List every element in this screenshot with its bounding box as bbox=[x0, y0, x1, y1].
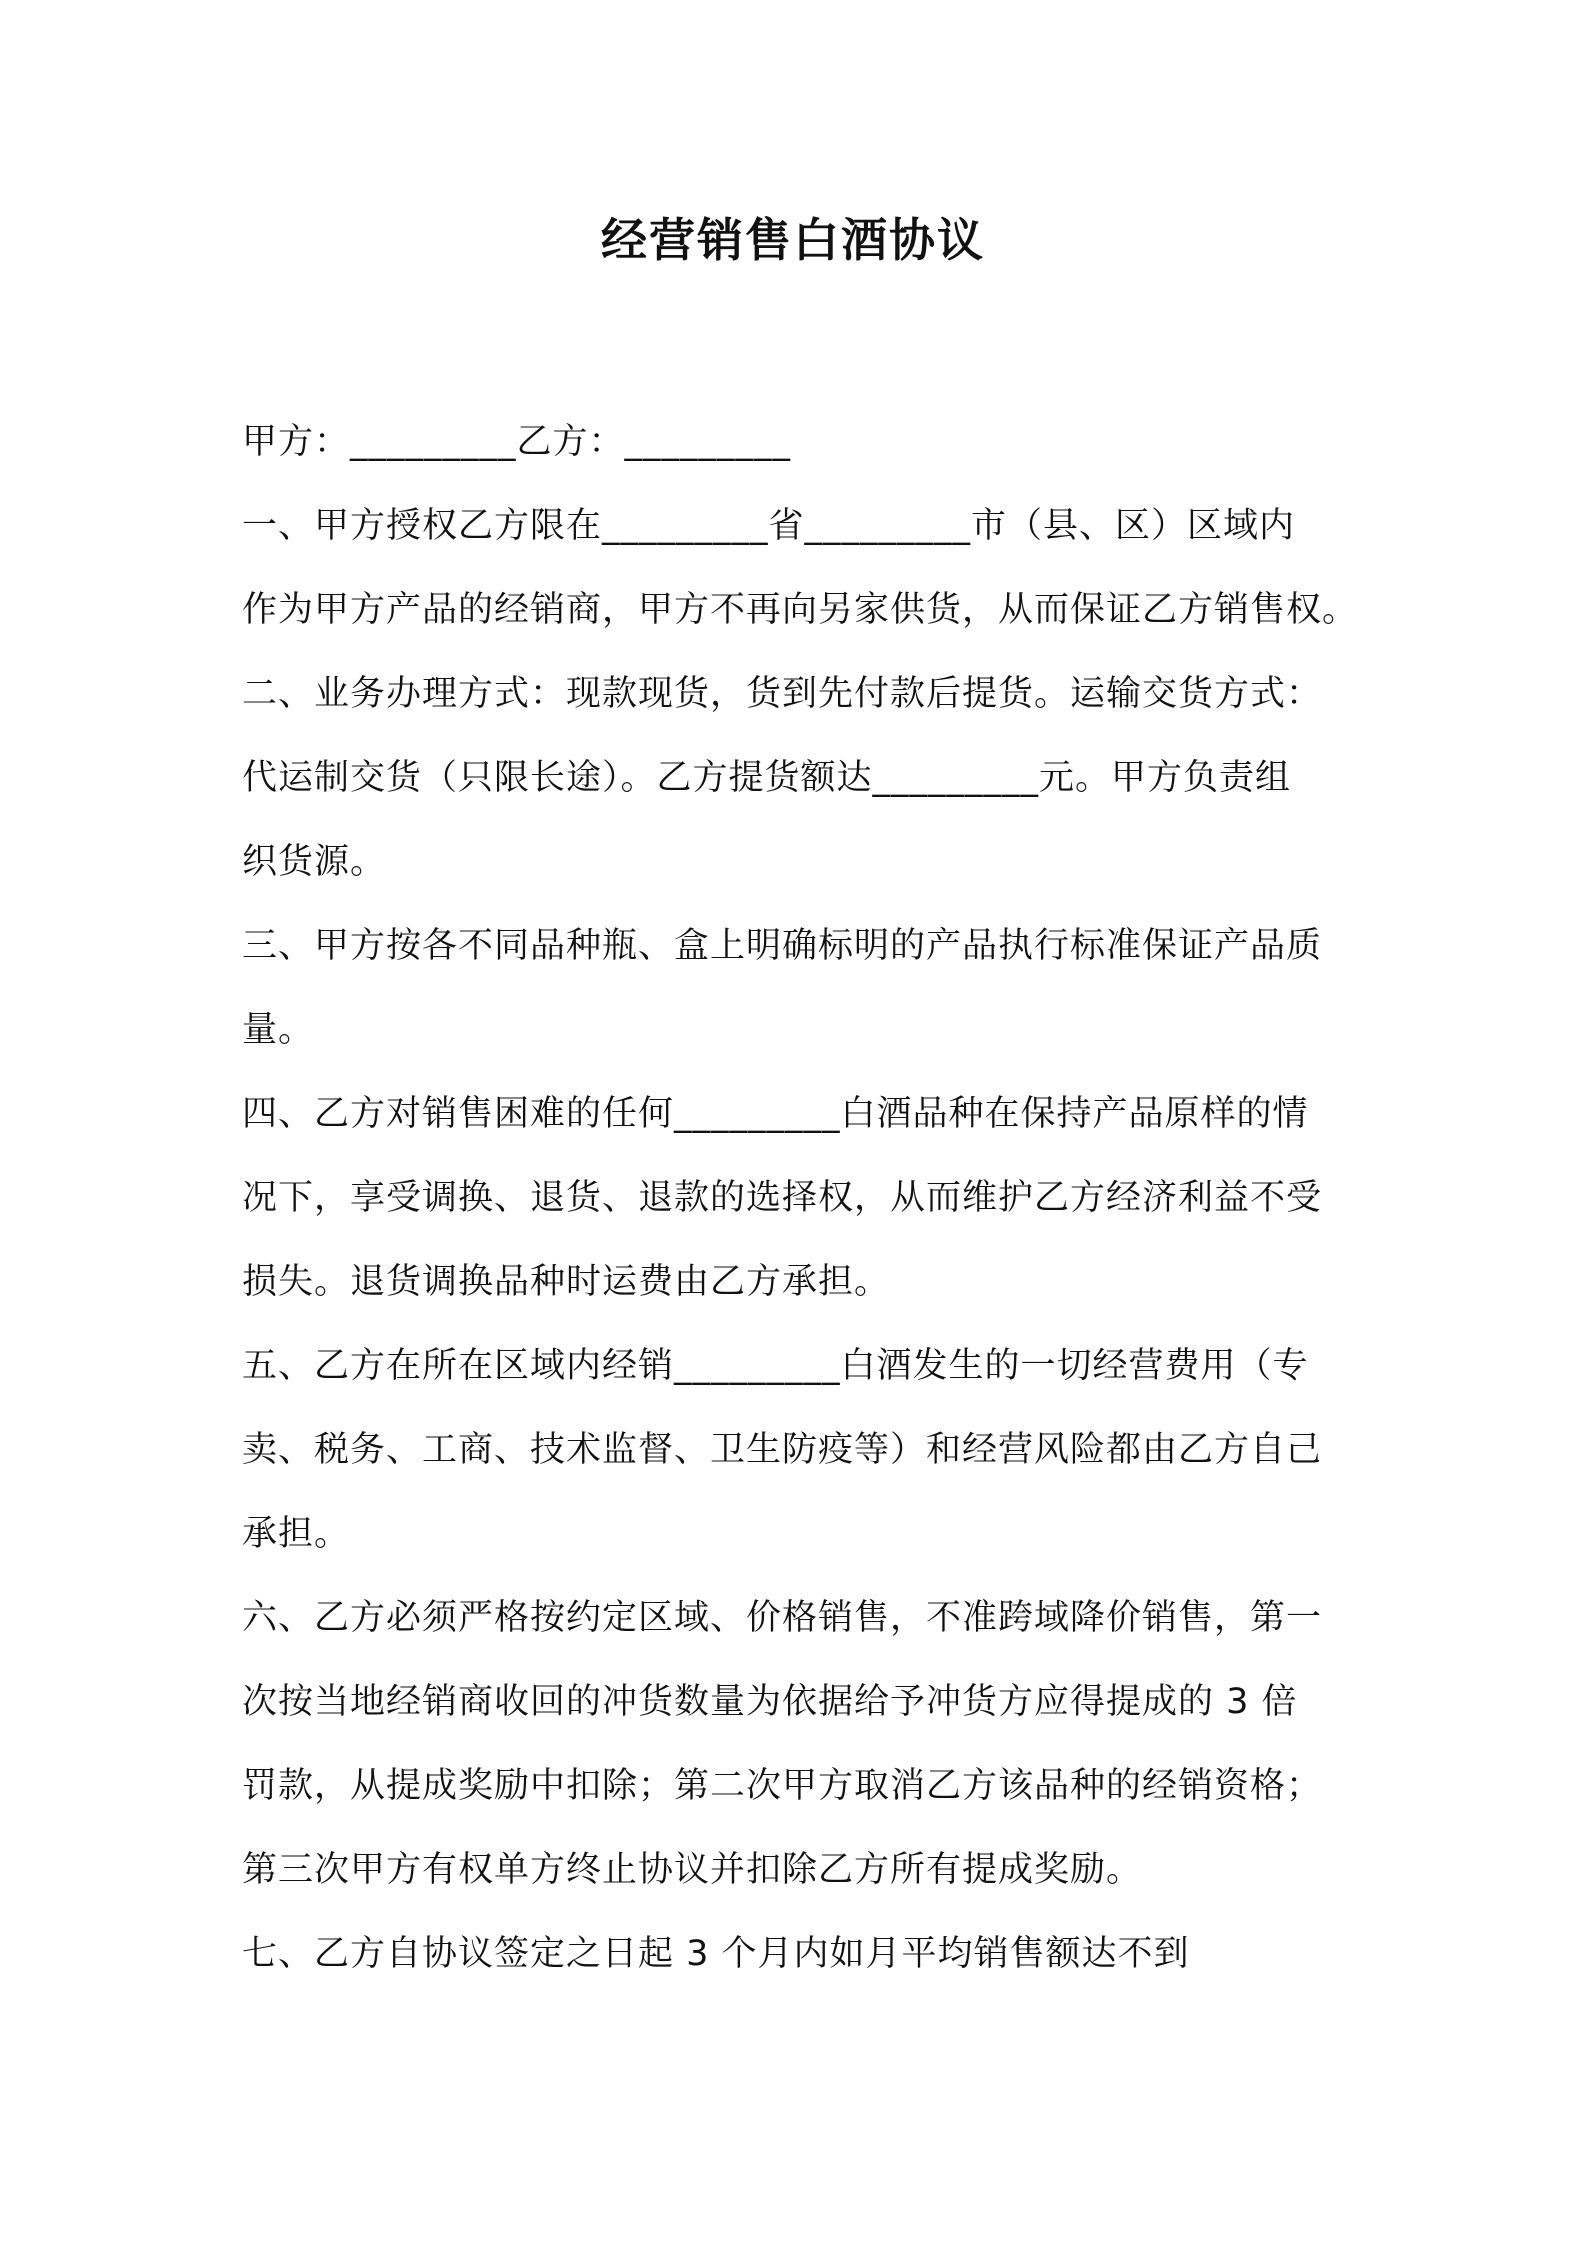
clause-6 bbox=[242, 1576, 1352, 1912]
document-body bbox=[242, 400, 1359, 1996]
document-title: 经营销售白酒协议 bbox=[601, 213, 985, 267]
clause-line: 代运制交货（只限长途）。乙方提货额达_________元。甲方负责组 bbox=[242, 758, 1292, 798]
clause-line: 损失。退货调换品种时运费由乙方承担。 bbox=[242, 1262, 891, 1302]
clause-line: 卖、税务、工商、技术监督、卫生防疫等）和经营风险都由乙方自己 bbox=[242, 1430, 1323, 1470]
clause-line: 六、乙方必须严格按约定区域、价格销售，不准跨域降价销售，第一 bbox=[242, 1598, 1323, 1638]
clause-line: 罚款，从提成奖励中扣除；第二次甲方取消乙方该品种的经销资格； bbox=[242, 1766, 1323, 1806]
clause-4 bbox=[242, 1072, 1352, 1324]
clause-1 bbox=[242, 484, 1359, 652]
clause-line: 承担。 bbox=[242, 1514, 351, 1554]
clause-line: 况下，享受调换、退货、退款的选择权，从而维护乙方经济利益不受 bbox=[242, 1178, 1323, 1218]
clause-line: 第三次甲方有权单方终止协议并扣除乙方所有提成奖励。 bbox=[242, 1850, 1143, 1890]
clause-line: 二、业务办理方式：现款现货，货到先付款后提货。运输交货方式： bbox=[242, 674, 1323, 714]
clause-7 bbox=[242, 1912, 1352, 1996]
clause-line: 五、乙方在所在区域内经销_________白酒发生的一切经营费用（专 bbox=[242, 1346, 1309, 1386]
clause-line: 一、甲方授权乙方限在_________省_________市（县、区）区域内 bbox=[242, 506, 1296, 546]
clause-line: 四、乙方对销售困难的任何_________白酒品种在保持产品原样的情 bbox=[242, 1094, 1309, 1134]
clause-line: 次按当地经销商收回的冲货数量为依据给予冲货方应得提成的 3 倍 bbox=[242, 1682, 1298, 1722]
clause-3 bbox=[242, 904, 1352, 1072]
clause-line: 三、甲方按各不同品种瓶、盒上明确标明的产品执行标准保证产品质 bbox=[242, 926, 1323, 966]
clause-line: 七、乙方自协议签定之日起 3 个月内如月平均销售额达不到 bbox=[242, 1934, 1190, 1974]
clause-line: 织货源。 bbox=[242, 842, 387, 882]
clause-line: 量。 bbox=[242, 1010, 315, 1050]
clause-line: 作为甲方产品的经销商，甲方不再向另家供货，从而保证乙方销售权。 bbox=[242, 590, 1359, 630]
parties-line: 甲方：_________乙方：_________ bbox=[242, 422, 792, 462]
clause-5 bbox=[242, 1324, 1352, 1576]
clause-2 bbox=[242, 652, 1352, 904]
